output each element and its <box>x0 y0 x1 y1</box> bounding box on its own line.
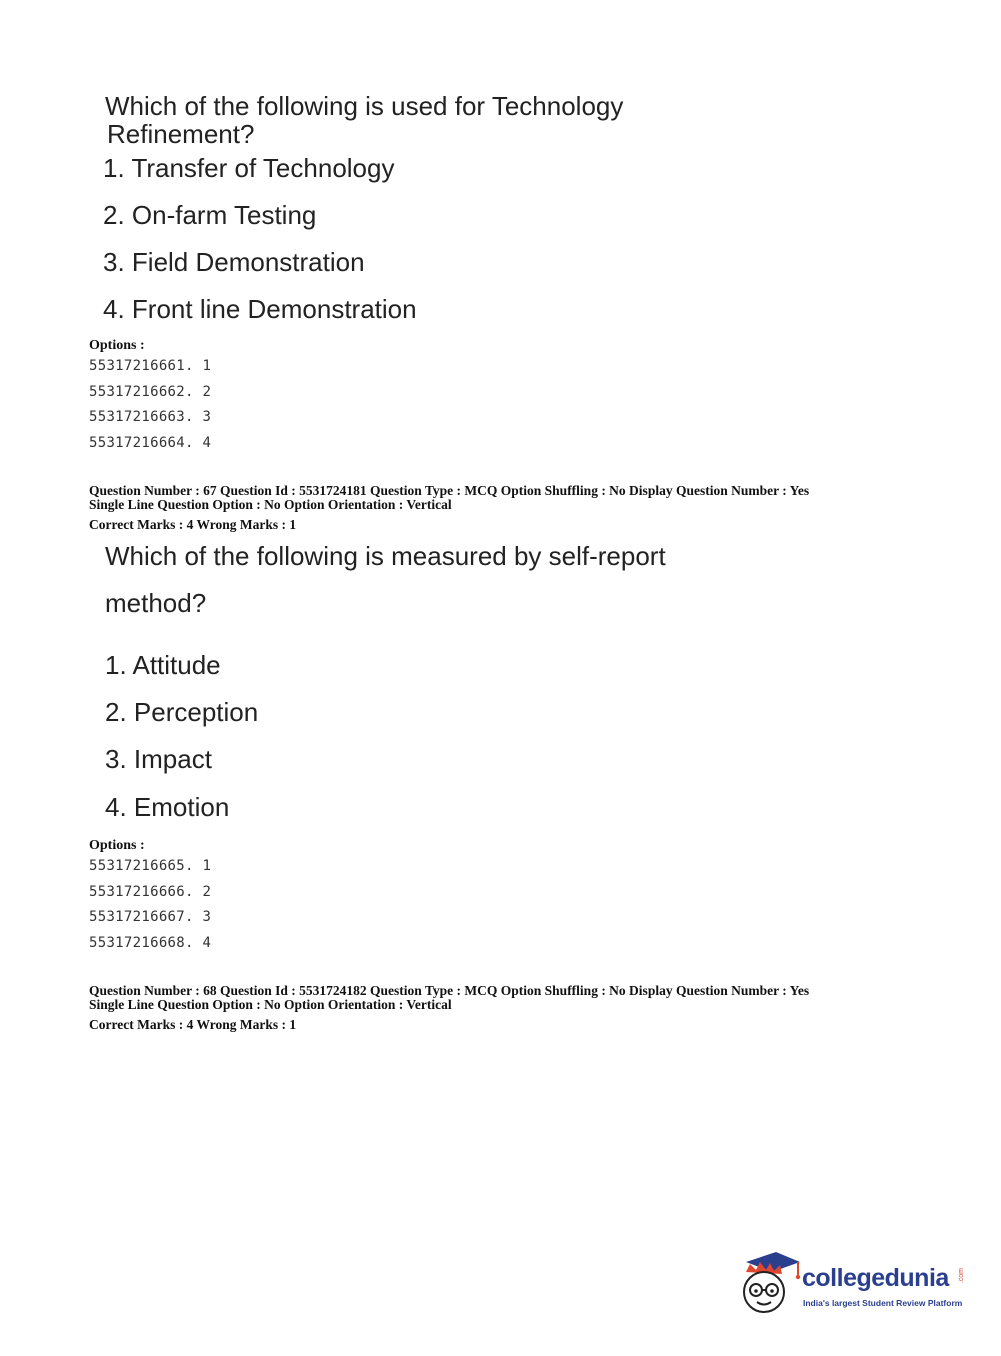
logo-dotcom: .com <box>958 1268 965 1284</box>
question-68-meta-line-2: Single Line Question Option : No Option Orientation : Vertical <box>89 997 452 1012</box>
question-66-stem-line-2: Refinement? <box>107 119 255 149</box>
question-66-item-4: 4. Front line Demonstration <box>103 294 417 324</box>
question-67-stem-line-2: method? <box>105 588 207 618</box>
question-66-options-label: Options : <box>89 338 145 353</box>
question-67-option-3: 55317216667. 3 <box>89 909 212 925</box>
question-67-item-2: 2. Perception <box>105 697 259 727</box>
question-66-stem-line-1: Which of the following is used for Technology <box>105 91 624 121</box>
logo-wordmark: collegedunia <box>802 1264 949 1292</box>
question-67-stem-line-1: Which of the following is measured by self-report <box>105 541 666 571</box>
question-67-meta-line-1: Question Number : 67 Question Id : 5531724181 Question Type : MCQ Option Shuffling : No Display Question Number : Yes <box>89 483 810 498</box>
question-66-option-2: 55317216662. 2 <box>89 384 212 400</box>
question-67-item-3: 3. Impact <box>105 744 212 774</box>
question-66-item-1: 1. Transfer of Technology <box>103 153 395 183</box>
question-67-option-1: 55317216665. 1 <box>89 858 212 874</box>
question-68-marks: Correct Marks : 4 Wrong Marks : 1 <box>89 1017 297 1032</box>
question-66-item-2: 2. On-farm Testing <box>103 200 317 230</box>
question-66-option-1: 55317216661. 1 <box>89 358 212 374</box>
question-66-item-3: 3. Field Demonstration <box>103 247 365 277</box>
question-67-marks: Correct Marks : 4 Wrong Marks : 1 <box>89 517 297 532</box>
question-66-option-4: 55317216664. 4 <box>89 435 212 451</box>
question-67-options-label: Options : <box>89 838 145 853</box>
logo-tagline: India's largest Student Review Platform <box>803 1298 963 1308</box>
question-67-option-2: 55317216666. 2 <box>89 884 212 900</box>
question-67-item-4: 4. Emotion <box>105 792 230 822</box>
question-67-option-4: 55317216668. 4 <box>89 935 212 951</box>
question-67-item-1: 1. Attitude <box>105 650 221 680</box>
question-66-option-3: 55317216663. 3 <box>89 409 212 425</box>
question-68-meta-line-1: Question Number : 68 Question Id : 5531724182 Question Type : MCQ Option Shuffling : No Display Question Number : Yes <box>89 983 810 998</box>
question-67-meta-line-2: Single Line Question Option : No Option Orientation : Vertical <box>89 497 452 512</box>
collegedunia-logo <box>740 1250 970 1320</box>
mascot-icon <box>740 1250 802 1318</box>
